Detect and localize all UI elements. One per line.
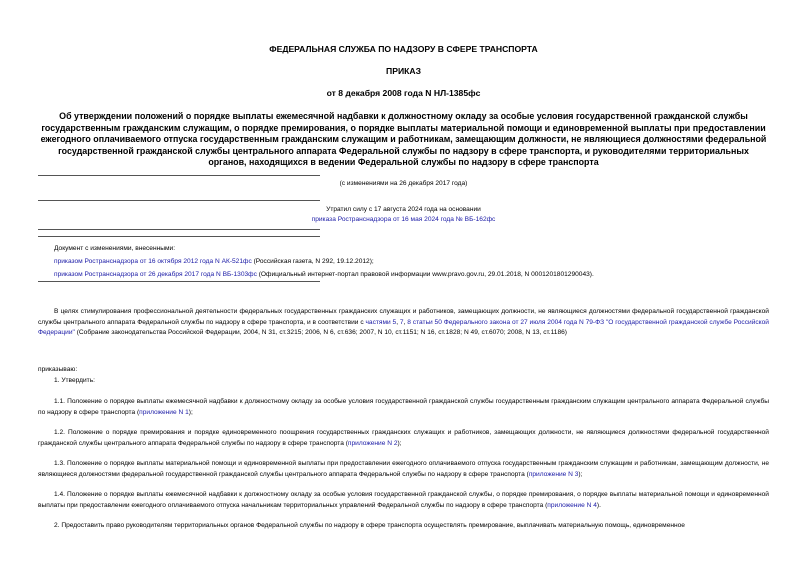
appendix-link[interactable]: приложение N 2 — [347, 439, 398, 447]
amendments-heading: Документ с изменениями, внесенными: — [54, 245, 176, 252]
divider — [38, 236, 320, 237]
list-item: 1.2. Положение о порядке премирования и порядке единовременного поощрения государственных гражданских служащих и работников, замещающих должности, не являющиеся должностями федеральной государственной гражданской службы центрального аппарата Федеральной службы по надзору в сфере транспорта (приложение N 2); — [38, 429, 769, 447]
amendment-item — [54, 268, 774, 281]
list-item: 1.3. Положение о порядке выплаты материальной помощи и единовременной выплаты при предоставлении ежегодного оплачиваемого отпуска государственным гражданским служащим и работникам, замещающим должности, не являющиеся должностями федеральной государственной гражданской службы центрального аппарата Федеральной службы по надзору в сфере транспорта (приложение N 3); — [38, 460, 769, 478]
document-date-number: от 8 декабря 2008 года N НЛ-1385фс — [326, 88, 481, 98]
preamble-text: В целях стимулирования профессиональной деятельности федеральных государственных гражданских служащих и работников, замещающих должности, не являющиеся должностями федеральной государственной гражданской службы центрального аппарата Федеральной службы по надзору в сфере транспорта, и в соответствии с — [38, 308, 769, 326]
lost-force-text: Утратил силу с 17 августа 2024 года на основании — [326, 206, 481, 213]
divider — [38, 281, 320, 282]
document-type: ПРИКАЗ — [386, 66, 421, 76]
amendments-block — [54, 242, 774, 281]
amendment-item — [54, 255, 774, 268]
divider — [38, 200, 320, 201]
paragraph-2: 2. Предоставить право руководителям территориальных органов Федеральной службы по надзору в сфере транспорта осуществлять премирование, выплачивать материальную помощь, единовременное — [54, 522, 685, 529]
list-item: 1.4. Положение о порядке выплаты ежемесячной надбавки к должностному окладу за особые условия государственной гражданской службы, о порядке премирования, о порядке выплаты материальной помощи и единовременной выплаты при предоставлении ежегодного оплачиваемого отпуска начальникам территориальных управлений Федеральной службы по надзору в сфере транспорта (приложение N 4). — [38, 491, 769, 509]
preamble — [38, 307, 769, 339]
document-title: Об утверждении положений о порядке выплаты ежемесячной надбавки к должностному окладу за особые условия государственной гражданской службы государственным гражданским служащим, о порядке премирования, о порядке выплаты материальной помощи и единовременной выплаты при предоставлении ежегодного оплачиваемого отпуска государственным гражданским служащим и работникам, замещающим должности, не являющиеся должностями федеральной государственной гражданской службы центрального аппарата Федеральной службы по надзору в сфере транспорта, и руководителями территориальных органов, находящихся в ведении Федеральной службы по надзору в сфере транспорта — [40, 111, 767, 167]
separator: , — [396, 318, 400, 326]
lost-force-link[interactable]: приказа Ространснадзора от 16 мая 2024 года № ВБ-162фс — [311, 216, 496, 223]
preamble-text: (Собрание законодательства Российской Федерации, 2004, N 31, ст.3215; 2006, N 6, ст.636; 2007, N 10, ст.1151; N 16, ст.1828; N 49, ст.6070; 2008, N 13, ст.1186) — [74, 329, 567, 337]
amendment-source: (Российская газета, N 292, 19.12.2012); — [251, 258, 374, 265]
agency-name: ФЕДЕРАЛЬНАЯ СЛУЖБА ПО НАДЗОРУ В СФЕРЕ ТРАНСПОРТА — [269, 44, 538, 54]
order-word: приказываю: — [38, 366, 78, 373]
amendment-source: (Официальный интернет-портал правовой информации www.pravo.gov.ru, 29.01.2018, N 0001201801290043). — [256, 271, 594, 278]
appendix-link[interactable]: приложение N 1 — [139, 408, 189, 416]
divider — [38, 229, 320, 230]
approve-line: 1. Утвердить: — [54, 377, 95, 384]
appendix-link[interactable]: приложение N 4 — [547, 501, 597, 509]
separator: , — [403, 318, 408, 326]
amendment-link[interactable]: приказом Ространснадзора от 26 декабря 2017 года N ВБ-1303фс — [54, 271, 257, 278]
law-link[interactable]: частями 5 — [365, 318, 397, 326]
changes-note: (с изменениями на 26 декабря 2017 года) — [339, 180, 468, 187]
law-link[interactable]: 7 — [399, 318, 404, 326]
law-link[interactable]: 8 статьи 50 Федерального закона от 27 июля 2004 года N 79-ФЗ "О государственной гражданской службе Российской Федерации" — [38, 318, 769, 337]
list-item: 1.1. Положение о порядке выплаты ежемесячной надбавки к должностному окладу за особые условия государственной гражданской службы государственным гражданским служащим центрального аппарата Федеральной службы по надзору в сфере транспорта (приложение N 1); — [38, 398, 769, 416]
appendix-link[interactable]: приложение N 3 — [528, 470, 579, 478]
amendment-link[interactable]: приказом Ространснадзора от 16 октября 2012 года N АК-521фс — [54, 258, 252, 265]
divider — [38, 175, 320, 176]
